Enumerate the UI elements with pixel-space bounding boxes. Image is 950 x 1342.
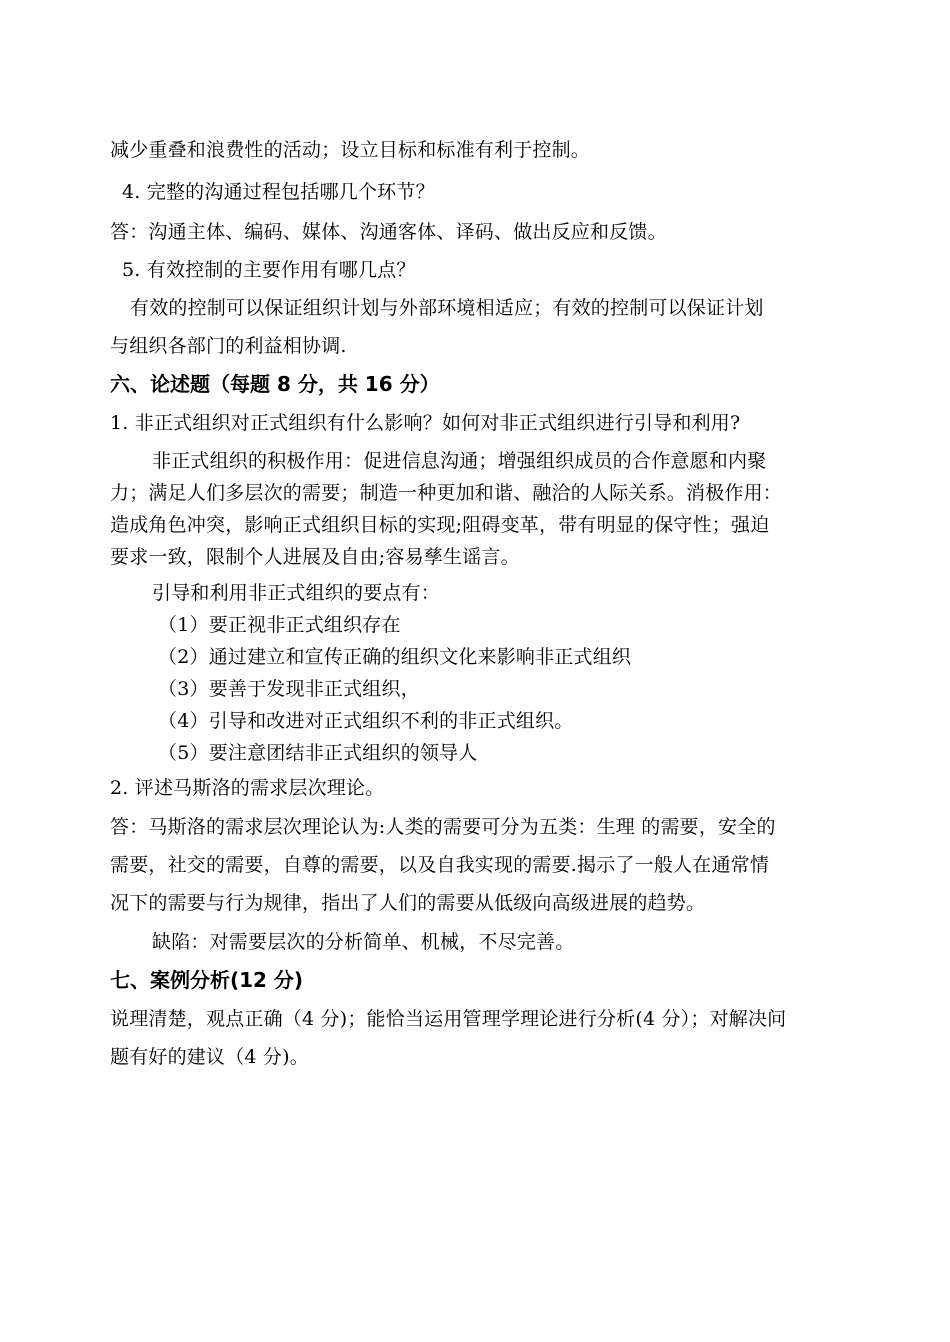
- section-7-heading: 七、案例分析(12 分): [110, 968, 304, 992]
- continued-answer-line: 减少重叠和浪费性的活动；设立目标和标准有利于控制。: [110, 139, 591, 161]
- essay-answer-1-line-1: 非正式组织的积极作用：促进信息沟通；增强组织成员的合作意愿和内聚: [152, 450, 767, 472]
- question-5: 5. 有效控制的主要作用有哪几点？: [122, 259, 416, 281]
- answer-4: 答：沟通主体、编码、媒体、沟通客体、译码、做出反应和反馈。: [110, 221, 667, 243]
- essay-question-1: 1. 非正式组织对正式组织有什么影响？如何对非正式组织进行引导和利用?: [110, 412, 741, 434]
- case-analysis-line-2: 题有好的建议（4 分)。: [110, 1046, 309, 1068]
- guidance-item-4: （4）引导和改进对正式组织不利的非正式组织。: [158, 710, 574, 732]
- essay-answer-2-line-1: 答：马斯洛的需求层次理论认为:人类的需要可分为五类：生理 的需要，安全的: [110, 816, 776, 838]
- guidance-item-2: （2）通过建立和宣传正确的组织文化来影响非正式组织: [158, 646, 632, 668]
- question-4: 4. 完整的沟通过程包括哪几个环节？: [122, 181, 435, 203]
- essay-answer-1-line-3: 造成角色冲突，影响正式组织目标的实现;阻碍变革，带有明显的保守性；强迫: [110, 514, 770, 536]
- guidance-item-1: （1）要正视非正式组织存在: [158, 614, 401, 636]
- guidance-item-3: （3）要善于发现非正式组织，: [158, 678, 420, 700]
- guidance-intro: 引导和利用非正式组织的要点有：: [152, 582, 441, 604]
- essay-answer-2-line-3: 况下的需要与行为规律，指出了人们的需要从低级向高级进展的趋势。: [110, 892, 706, 914]
- answer-5-line-2: 与组织各部门的利益相协调.: [110, 335, 347, 357]
- case-analysis-line-1: 说理清楚，观点正确（4 分)；能恰当运用管理学理论进行分析(4 分）；对解决问: [110, 1008, 787, 1030]
- essay-answer-2-line-2: 需要，社交的需要，自尊的需要，以及自我实现的需要.揭示了一般人在通常情: [110, 854, 770, 876]
- essay-answer-1-line-2: 力；满足人们多层次的需要；制造一种更加和谐、融洽的人际关系。消极作用：: [110, 482, 783, 504]
- section-6-heading: 六、论述题（每题 8 分，共 16 分）: [110, 372, 440, 396]
- essay-answer-1-line-4: 要求一致，限制个人进展及自由;容易孳生谣言。: [110, 546, 520, 568]
- guidance-item-5: （5）要注意团结非正式组织的领导人: [158, 742, 478, 764]
- essay-answer-2-defect: 缺陷：对需要层次的分析简单、机械，不尽完善。: [152, 931, 575, 953]
- answer-5-line-1: 有效的控制可以保证组织计划与外部环境相适应；有效的控制可以保证计划: [130, 297, 764, 319]
- essay-question-2: 2. 评述马斯洛的需求层次理论。: [110, 777, 385, 799]
